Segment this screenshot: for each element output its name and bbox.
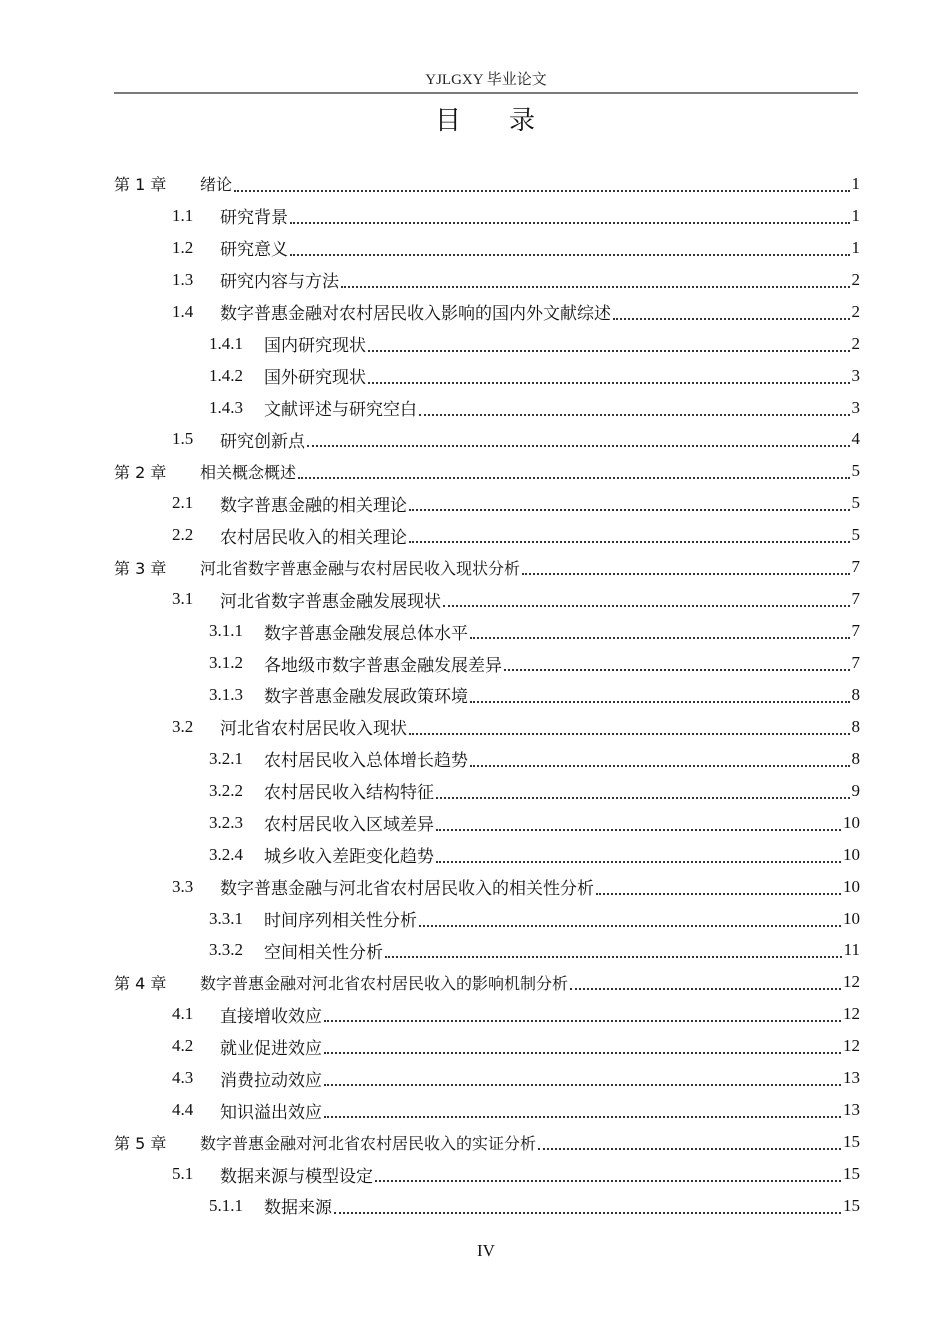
toc-entry-label: 消费拉动效应: [220, 1070, 322, 1090]
toc-entry[interactable]: [114, 360, 860, 392]
toc-dot-leader: [419, 925, 841, 927]
toc-entry-number: 5.1.1: [209, 1195, 243, 1215]
toc-dot-leader: [409, 509, 850, 511]
toc-entry-label: 国内研究现状: [264, 336, 366, 356]
toc-entry-label: 数字普惠金融与河北省农村居民收入的相关性分析: [220, 879, 594, 899]
toc-entry-label: 研究意义: [220, 240, 288, 260]
toc-entry-page: 7: [851, 557, 860, 577]
toc-entry-label: 绪论: [200, 175, 233, 195]
toc-dot-leader: [613, 318, 850, 320]
toc-entry[interactable]: [114, 519, 860, 551]
toc-entry-number: 1.4.2: [209, 365, 243, 385]
toc-entry-number: 2.1: [172, 493, 194, 513]
toc-entry-number: 1.4.3: [209, 397, 243, 417]
toc-title: [114, 100, 858, 137]
toc-dot-leader: [334, 1212, 841, 1214]
toc-entry-page: 8: [851, 716, 860, 736]
toc-entry[interactable]: [114, 424, 860, 456]
toc-entry-label: 农村居民收入总体增长趋势: [264, 751, 468, 771]
toc-entry-label: 河北省数字普惠金融发展现状: [220, 591, 441, 611]
toc-dot-leader: [409, 541, 850, 543]
toc-entry-number: 3.3: [172, 876, 194, 896]
toc-entry-number: 3.1: [172, 589, 194, 609]
toc-entry-label: 数据来源与模型设定: [220, 1166, 373, 1186]
toc-entry-number: 3.2.2: [209, 780, 243, 800]
toc-entry[interactable]: [114, 1030, 860, 1062]
toc-dot-leader: [324, 1084, 841, 1086]
toc-entry-page: 5: [851, 525, 860, 545]
toc-entry[interactable]: [114, 903, 860, 935]
toc-entry[interactable]: [114, 296, 860, 328]
toc-dot-leader: [368, 382, 850, 384]
toc-entry[interactable]: [114, 487, 860, 519]
toc-dot-leader: [409, 733, 850, 735]
toc-entry-page: 3: [851, 397, 860, 417]
toc-entry[interactable]: [114, 711, 860, 743]
toc-dot-leader: [470, 701, 850, 703]
toc-entry-page: 8: [851, 684, 860, 704]
toc-entry-label: 相关概念概述: [200, 462, 297, 482]
toc-entry-page: 10: [843, 908, 860, 928]
toc-entry-page: 10: [843, 844, 860, 864]
toc-entry[interactable]: [114, 200, 860, 232]
header-rule: [114, 92, 858, 94]
toc-entry-number: 3.3.2: [209, 940, 243, 960]
toc-dot-leader: [324, 1020, 841, 1022]
toc-entry-number: 3.2.4: [209, 844, 243, 864]
toc-entry[interactable]: [114, 743, 860, 775]
toc-entry-number: 4.2: [172, 1036, 194, 1056]
toc-entry[interactable]: [114, 839, 860, 871]
toc-entry-page: 15: [843, 1195, 860, 1215]
toc-entry-number: 第 1 章: [114, 175, 167, 195]
toc-entry-number: 1.4: [172, 301, 194, 321]
toc-entry-page: 2: [851, 301, 860, 321]
toc-entry-page: 10: [843, 812, 860, 832]
toc-entry-label: 数字普惠金融的相关理论: [220, 495, 407, 515]
toc-entry-label: 数据来源: [264, 1198, 332, 1218]
toc-entry-page: 12: [843, 1004, 860, 1024]
toc-entry[interactable]: [114, 615, 860, 647]
toc-entry-label: 数字普惠金融对河北省农村居民收入的实证分析: [200, 1133, 537, 1153]
toc-entry-label: 城乡收入差距变化趋势: [264, 847, 434, 867]
toc-title-char-2: 录: [509, 106, 538, 136]
toc-entry-label: 农村居民收入结构特征: [264, 783, 434, 803]
toc-entry[interactable]: [114, 1094, 860, 1126]
toc-entry-page: 1: [851, 173, 860, 193]
toc-entry[interactable]: [114, 392, 860, 424]
toc-list: [114, 168, 860, 1222]
toc-dot-leader: [470, 637, 850, 639]
toc-entry-label: 数字普惠金融发展政策环境: [264, 687, 468, 707]
toc-dot-leader: [436, 797, 850, 799]
toc-entry-page: 12: [843, 972, 860, 992]
toc-entry-label: 国外研究现状: [264, 368, 366, 388]
toc-entry-label: 研究背景: [220, 208, 288, 228]
toc-entry-number: 4.3: [172, 1068, 194, 1088]
toc-entry-page: 1: [851, 205, 860, 225]
toc-entry-page: 1: [851, 237, 860, 257]
toc-dot-leader: [470, 765, 850, 767]
toc-entry-page: 12: [843, 1036, 860, 1056]
toc-entry-page: 15: [843, 1164, 860, 1184]
toc-entry-number: 3.2.3: [209, 812, 243, 832]
toc-entry-page: 5: [851, 461, 860, 481]
toc-entry-label: 时间序列相关性分析: [264, 911, 417, 931]
toc-dot-leader: [385, 956, 842, 958]
toc-dot-leader: [436, 829, 841, 831]
toc-entry-number: 1.4.1: [209, 333, 243, 353]
toc-dot-leader: [307, 445, 850, 447]
toc-entry[interactable]: [114, 966, 860, 998]
toc-entry[interactable]: [114, 935, 860, 967]
toc-entry[interactable]: [114, 264, 860, 296]
toc-entry-number: 4.4: [172, 1100, 194, 1120]
toc-entry-number: 1.2: [172, 237, 194, 257]
toc-entry-page: 10: [843, 876, 860, 896]
toc-entry-number: 3.2: [172, 716, 194, 736]
toc-entry[interactable]: [114, 998, 860, 1030]
toc-entry-label: 河北省数字普惠金融与农村居民收入现状分析: [200, 558, 521, 578]
toc-entry-label: 就业促进效应: [220, 1038, 322, 1058]
toc-entry-page: 9: [851, 780, 860, 800]
toc-entry-number: 5.1: [172, 1164, 194, 1184]
toc-entry-label: 研究内容与方法: [220, 272, 339, 292]
toc-entry[interactable]: [114, 1190, 860, 1222]
page-header: YJLGXY 毕业论文: [425, 72, 547, 88]
toc-dot-leader: [290, 254, 850, 256]
toc-entry-label: 河北省农村居民收入现状: [220, 719, 407, 739]
toc-entry[interactable]: [114, 679, 860, 711]
toc-entry-label: 知识溢出效应: [220, 1102, 322, 1122]
toc-entry[interactable]: [114, 1126, 860, 1158]
toc-entry[interactable]: [114, 551, 860, 583]
toc-entry-page: 2: [851, 269, 860, 289]
toc-entry-page: 3: [851, 365, 860, 385]
toc-entry-page: 13: [843, 1100, 860, 1120]
toc-entry-number: 3.1.1: [209, 621, 243, 641]
toc-entry-number: 1.5: [172, 429, 194, 449]
toc-dot-leader: [443, 605, 850, 607]
toc-entry-number: 第 4 章: [114, 973, 167, 993]
toc-entry[interactable]: [114, 871, 860, 903]
toc-title-char-1: 目: [434, 106, 463, 136]
toc-entry-label: 研究创新点: [220, 431, 305, 451]
toc-entry-number: 1.1: [172, 205, 194, 225]
toc-dot-leader: [570, 988, 841, 990]
toc-entry-number: 3.1.3: [209, 684, 243, 704]
toc-entry-label: 数字普惠金融对河北省农村居民收入的影响机制分析: [200, 973, 569, 993]
toc-entry[interactable]: [114, 232, 860, 264]
toc-dot-leader: [538, 1148, 841, 1150]
toc-dot-leader: [596, 893, 841, 895]
toc-entry-page: 7: [851, 621, 860, 641]
toc-entry[interactable]: [114, 455, 860, 487]
toc-entry-page: 2: [851, 333, 860, 353]
page-number: IV: [477, 1241, 495, 1260]
toc-dot-leader: [298, 477, 849, 479]
toc-entry-label: 农村居民收入的相关理论: [220, 527, 407, 547]
toc-entry-number: 2.2: [172, 525, 194, 545]
toc-entry[interactable]: [114, 328, 860, 360]
toc-dot-leader: [504, 669, 850, 671]
toc-dot-leader: [522, 573, 849, 575]
toc-dot-leader: [324, 1116, 841, 1118]
toc-entry-label: 直接增收效应: [220, 1006, 322, 1026]
toc-entry-page: 4: [851, 429, 860, 449]
toc-dot-leader: [290, 222, 850, 224]
toc-entry[interactable]: [114, 1158, 860, 1190]
toc-entry-page: 5: [851, 493, 860, 513]
toc-entry-number: 第 5 章: [114, 1133, 167, 1153]
toc-dot-leader: [341, 286, 850, 288]
toc-dot-leader: [324, 1052, 841, 1054]
toc-dot-leader: [375, 1180, 841, 1182]
toc-entry-page: 7: [851, 589, 860, 609]
toc-entry-number: 第 2 章: [114, 462, 167, 482]
toc-entry[interactable]: [114, 583, 860, 615]
toc-dot-leader: [234, 190, 849, 192]
toc-entry-label: 农村居民收入区域差异: [264, 815, 434, 835]
toc-dot-leader: [419, 414, 850, 416]
toc-entry-label: 文献评述与研究空白: [264, 400, 417, 420]
toc-entry-number: 第 3 章: [114, 558, 167, 578]
toc-entry[interactable]: [114, 807, 860, 839]
toc-entry-label: 各地级市数字普惠金融发展差异: [264, 655, 502, 675]
toc-dot-leader: [436, 861, 841, 863]
toc-entry-number: 3.3.1: [209, 908, 243, 928]
toc-entry-number: 4.1: [172, 1004, 194, 1024]
toc-entry-label: 数字普惠金融发展总体水平: [264, 623, 468, 643]
toc-entry-page: 13: [843, 1068, 860, 1088]
toc-entry[interactable]: [114, 647, 860, 679]
toc-entry-label: 数字普惠金融对农村居民收入影响的国内外文献综述: [220, 304, 611, 324]
toc-entry-number: 1.3: [172, 269, 194, 289]
toc-dot-leader: [368, 350, 850, 352]
toc-entry-page: 8: [851, 748, 860, 768]
toc-entry-number: 3.1.2: [209, 653, 243, 673]
toc-entry[interactable]: [114, 168, 860, 200]
toc-entry-page: 11: [843, 940, 860, 960]
toc-entry-page: 7: [851, 653, 860, 673]
toc-entry-number: 3.2.1: [209, 748, 243, 768]
toc-entry-label: 空间相关性分析: [264, 942, 383, 962]
toc-entry[interactable]: [114, 775, 860, 807]
toc-entry[interactable]: [114, 1062, 860, 1094]
toc-entry-page: 15: [843, 1132, 860, 1152]
